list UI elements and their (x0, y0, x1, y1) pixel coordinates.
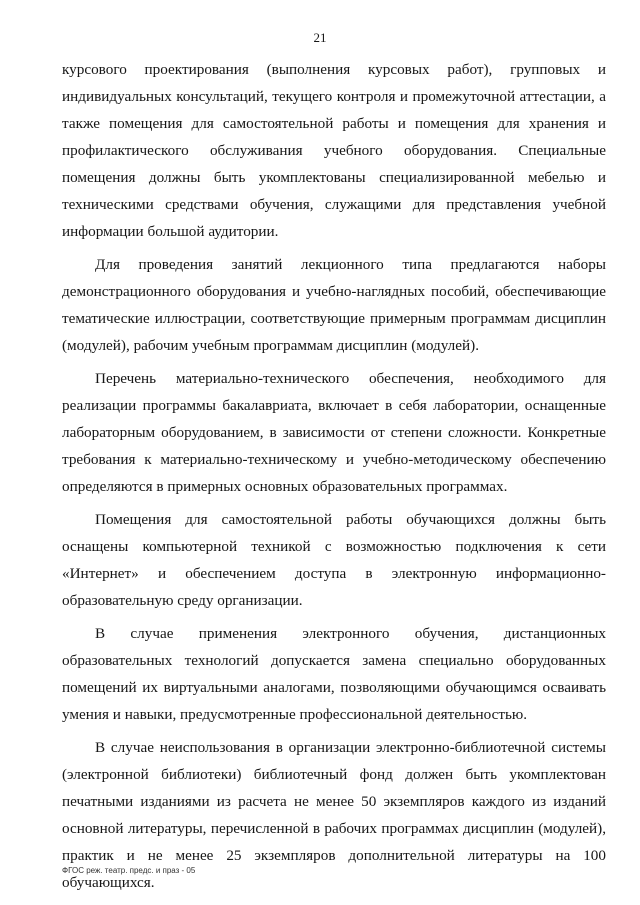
paragraph-library-fund: В случае неиспользования в организации электронно-библиотечной системы (электронной библиотеки) библиотечный фонд должен быть укомплектован печатными изданиями из расчета не менее 50 экземпляров каждого из изданий основной литературы, перечисленной в рабочих программах дисциплин (модулей), практик и не менее 25 экземпляров дополнительной литературы на 100 обучающихся. (62, 739, 606, 891)
document-body (62, 56, 606, 902)
paragraph-e-learning: В случае применения электронного обучения, дистанционных образовательных технологий допускается замена специально оборудованных помещений их виртуальными аналогами, позволяющими обучающимся осваивать умения и навыки, предусмотренные профессиональной деятельностью. (62, 625, 606, 723)
footer-note: ФГОС реж. театр. предс. и праз - 05 (62, 866, 196, 875)
paragraph-self-study-rooms: Помещения для самостоятельной работы обучающихся должны быть оснащены компьютерной техникой с возможностью подключения к сети «Интернет» и обеспечением доступа в электронную информационно-образовательную среду организации. (62, 511, 606, 609)
paragraph-continuation: курсового проектирования (выполнения курсовых работ), групповых и индивидуальных консультаций, текущего контроля и промежуточной аттестации, а также помещения для самостоятельной работы и помещения для хранения и профилактического обслуживания учебного оборудования. Специальные помещения должны быть укомплектованы специализированной мебелью и техническими средствами обучения, служащими для представления учебной информации большой аудитории. (62, 61, 606, 240)
paragraph-material-support: Перечень материально-технического обеспечения, необходимого для реализации программы бакалавриата, включает в себя лаборатории, оснащенные лабораторным оборудованием, в зависимости от степени сложности. Конкретные требования к материально-техническому и учебно-методическому обеспечению определяются в примерных основных образовательных программах. (62, 370, 606, 495)
paragraph-lecture-equipment: Для проведения занятий лекционного типа предлагаются наборы демонстрационного оборудования и учебно-наглядных пособий, обеспечивающие тематические иллюстрации, соответствующие примерным программам дисциплин (модулей), рабочим учебным программам дисциплин (модулей). (62, 256, 606, 354)
page-number: 21 (313, 30, 327, 45)
